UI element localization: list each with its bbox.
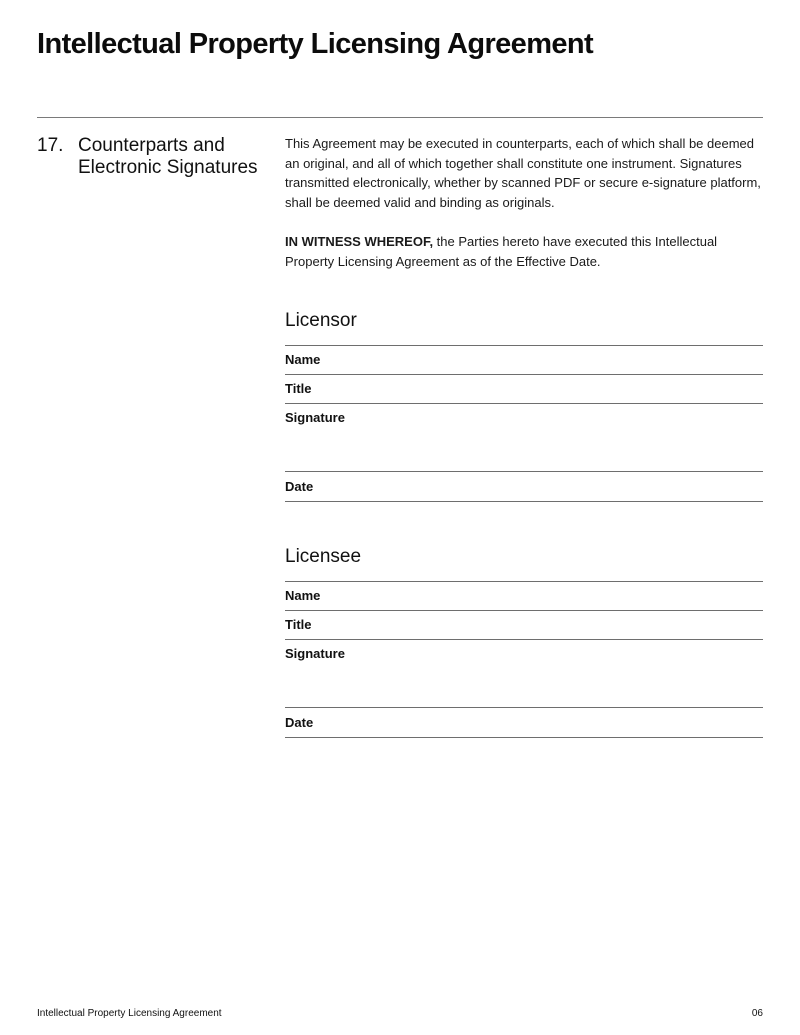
licensor-signature-field[interactable]: Signature — [285, 404, 763, 472]
licensor-date-field[interactable]: Date — [285, 472, 763, 502]
header-divider — [37, 117, 763, 118]
licensee-signature-block — [285, 545, 763, 738]
footer-page-number: 06 — [751, 1008, 763, 1019]
witness-text: the Parties hereto have executed this Intellectual Property Licensing Agreement as of the Effective Date. — [285, 233, 718, 269]
licensee-signature-field[interactable]: Signature — [285, 640, 763, 708]
counterparts-paragraph: This Agreement may be executed in counterparts, each of which shall be deemed an original, and all of which together shall constitute one instrument. Signatures transmitted electronically, whether by scanned PDF or secure e-signature platform, shall be deemed valid and binding as originals. — [285, 136, 761, 210]
licensee-heading: Licensee — [285, 545, 763, 582]
witness-paragraph — [285, 232, 763, 271]
licensee-date-field[interactable]: Date — [285, 708, 763, 738]
licensor-title-field[interactable]: Title — [285, 375, 763, 404]
page-title: Intellectual Property Licensing Agreement — [37, 28, 594, 60]
section-body — [285, 134, 763, 271]
licensee-name-field[interactable]: Name — [285, 582, 763, 611]
licensor-signature-block — [285, 309, 763, 502]
licensee-title-field[interactable]: Title — [285, 611, 763, 640]
witness-lead: IN WITNESS WHEREOF, — [285, 233, 434, 249]
footer-document-title: Intellectual Property Licensing Agreement — [37, 1008, 222, 1019]
licensor-heading: Licensor — [285, 309, 763, 346]
section-heading: Counterparts and Electronic Signatures — [78, 135, 258, 178]
licensor-name-field[interactable]: Name — [285, 346, 763, 375]
section-number: 17. — [37, 135, 64, 156]
